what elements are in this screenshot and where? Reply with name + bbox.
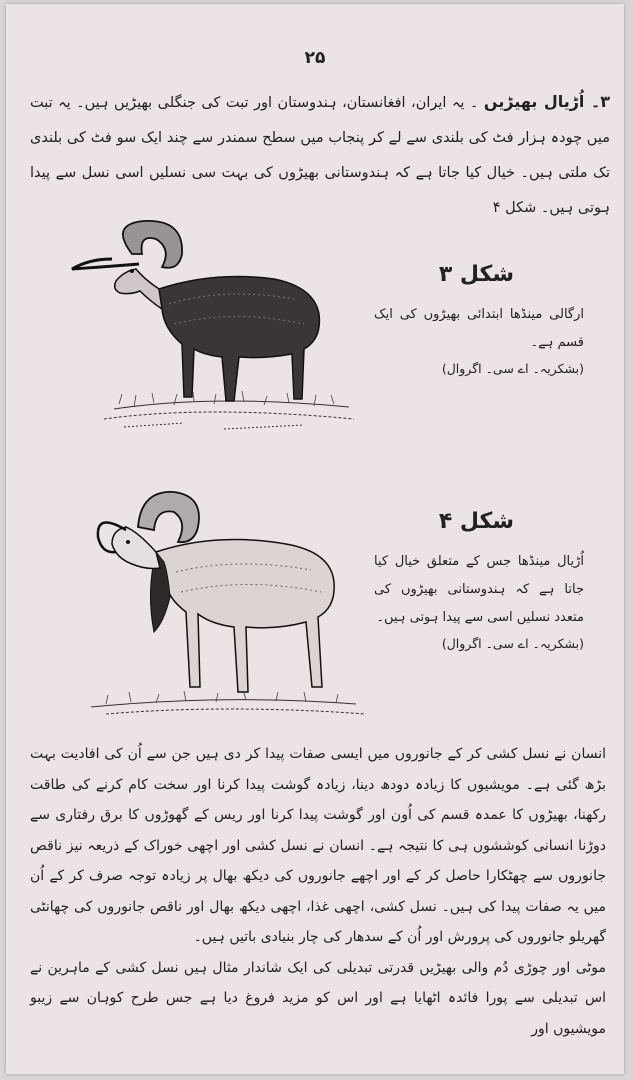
- body-paragraph-2: موٹی اور چوڑی دُم والی بھیڑیں قدرتی تبدیلی کی ایک شاندار مثال ہیں نسل کشی کے ماہرین نے اس تبدیلی سے پورا فائدہ اٹھایا ہے اور اس کو مزید فروغ دیا ہے جس طرح کوہان سے زیبو مویشیوں اور: [30, 959, 606, 1037]
- document-page: [6, 4, 624, 1074]
- figure-3-caption: ارگالی مینڈھا ابتدائی بھیڑوں کی ایک قسم ہے۔: [374, 307, 584, 350]
- figure-3-title: شکل ۳: [438, 262, 514, 287]
- body-paragraph-1: انسان نے نسل کشی کر کے جانوروں میں ایسی صفات پیدا کر دی ہیں جن سے اُن کی افادیت بہت بڑھ گئی ہے۔ مویشیوں کا زیادہ دودھ دینا، زیادہ گوشت پیدا کرنا اور سخت کام کرنے کی طاقت رکھنا، بھیڑوں کا عمدہ قسم کی اُون اور گوشت پیدا کرنا اور ریس کے گھوڑوں کا برق رفتاری سے دوڑنا انسانی کوششوں ہی کا نتیجہ ہے۔ انسان نے نسل کشی اور اچھی خوراک کے ذریعہ نیز ناقص جانوروں سے چھٹکارا حاصل کر کے اور اچھے جانوروں کی دیکھ بھال پر زیادہ توجہ صرف کر کے اُن میں یہ صفات پیدا کی ہیں۔ نسل کشی، اچھی غذا، اچھی دیکھ بھال اور ناقص جانوروں کی چھانٹی گھریلو جانوروں کی پرورش اور اُن کے سدھار کی چار بنیادی باتیں ہیں۔: [30, 746, 606, 945]
- figure-4-title: شکل ۴: [438, 509, 514, 534]
- figure-4-credit: (بشکریہ۔ اے سی۔ اگروال): [441, 636, 584, 651]
- figure-4-caption: اُڑیال مینڈھا جس کے متعلق خیال کیا جاتا ہے کہ ہندوستانی بھیڑوں کی متعدد نسلیں اسی سے پیدا ہوتی ہیں۔: [374, 554, 584, 625]
- argali-ram-illustration: [64, 209, 359, 439]
- figure-4-block: [374, 509, 584, 651]
- body-text: [30, 739, 606, 1044]
- urial-ram-illustration: [86, 482, 371, 722]
- figure-3-credit: (بشکریہ۔ اے سی۔ اگروال): [441, 361, 584, 376]
- section-text: ۔ یہ ایران، افغانستان، ہندوستان اور تبت کی جنگلی بھیڑیں ہیں۔ یہ تبت میں چودہ ہزار فٹ کی بلندی سے لے کر پنجاب میں سطح سمندر سے چند ایک سو فٹ کی بلندی تک ملتی ہیں۔ خیال کیا جاتا ہے کہ ہندوستانی بھیڑوں کی بہت سی نسلیں اسی نسل سے پیدا ہوتی ہیں۔ شکل ۴: [30, 95, 610, 216]
- section-intro: [30, 84, 610, 226]
- section-heading: ۳۔ اُڑیال بھیڑیں: [483, 92, 611, 111]
- figure-3-block: [374, 262, 584, 376]
- page-number: ۲۵: [304, 48, 326, 68]
